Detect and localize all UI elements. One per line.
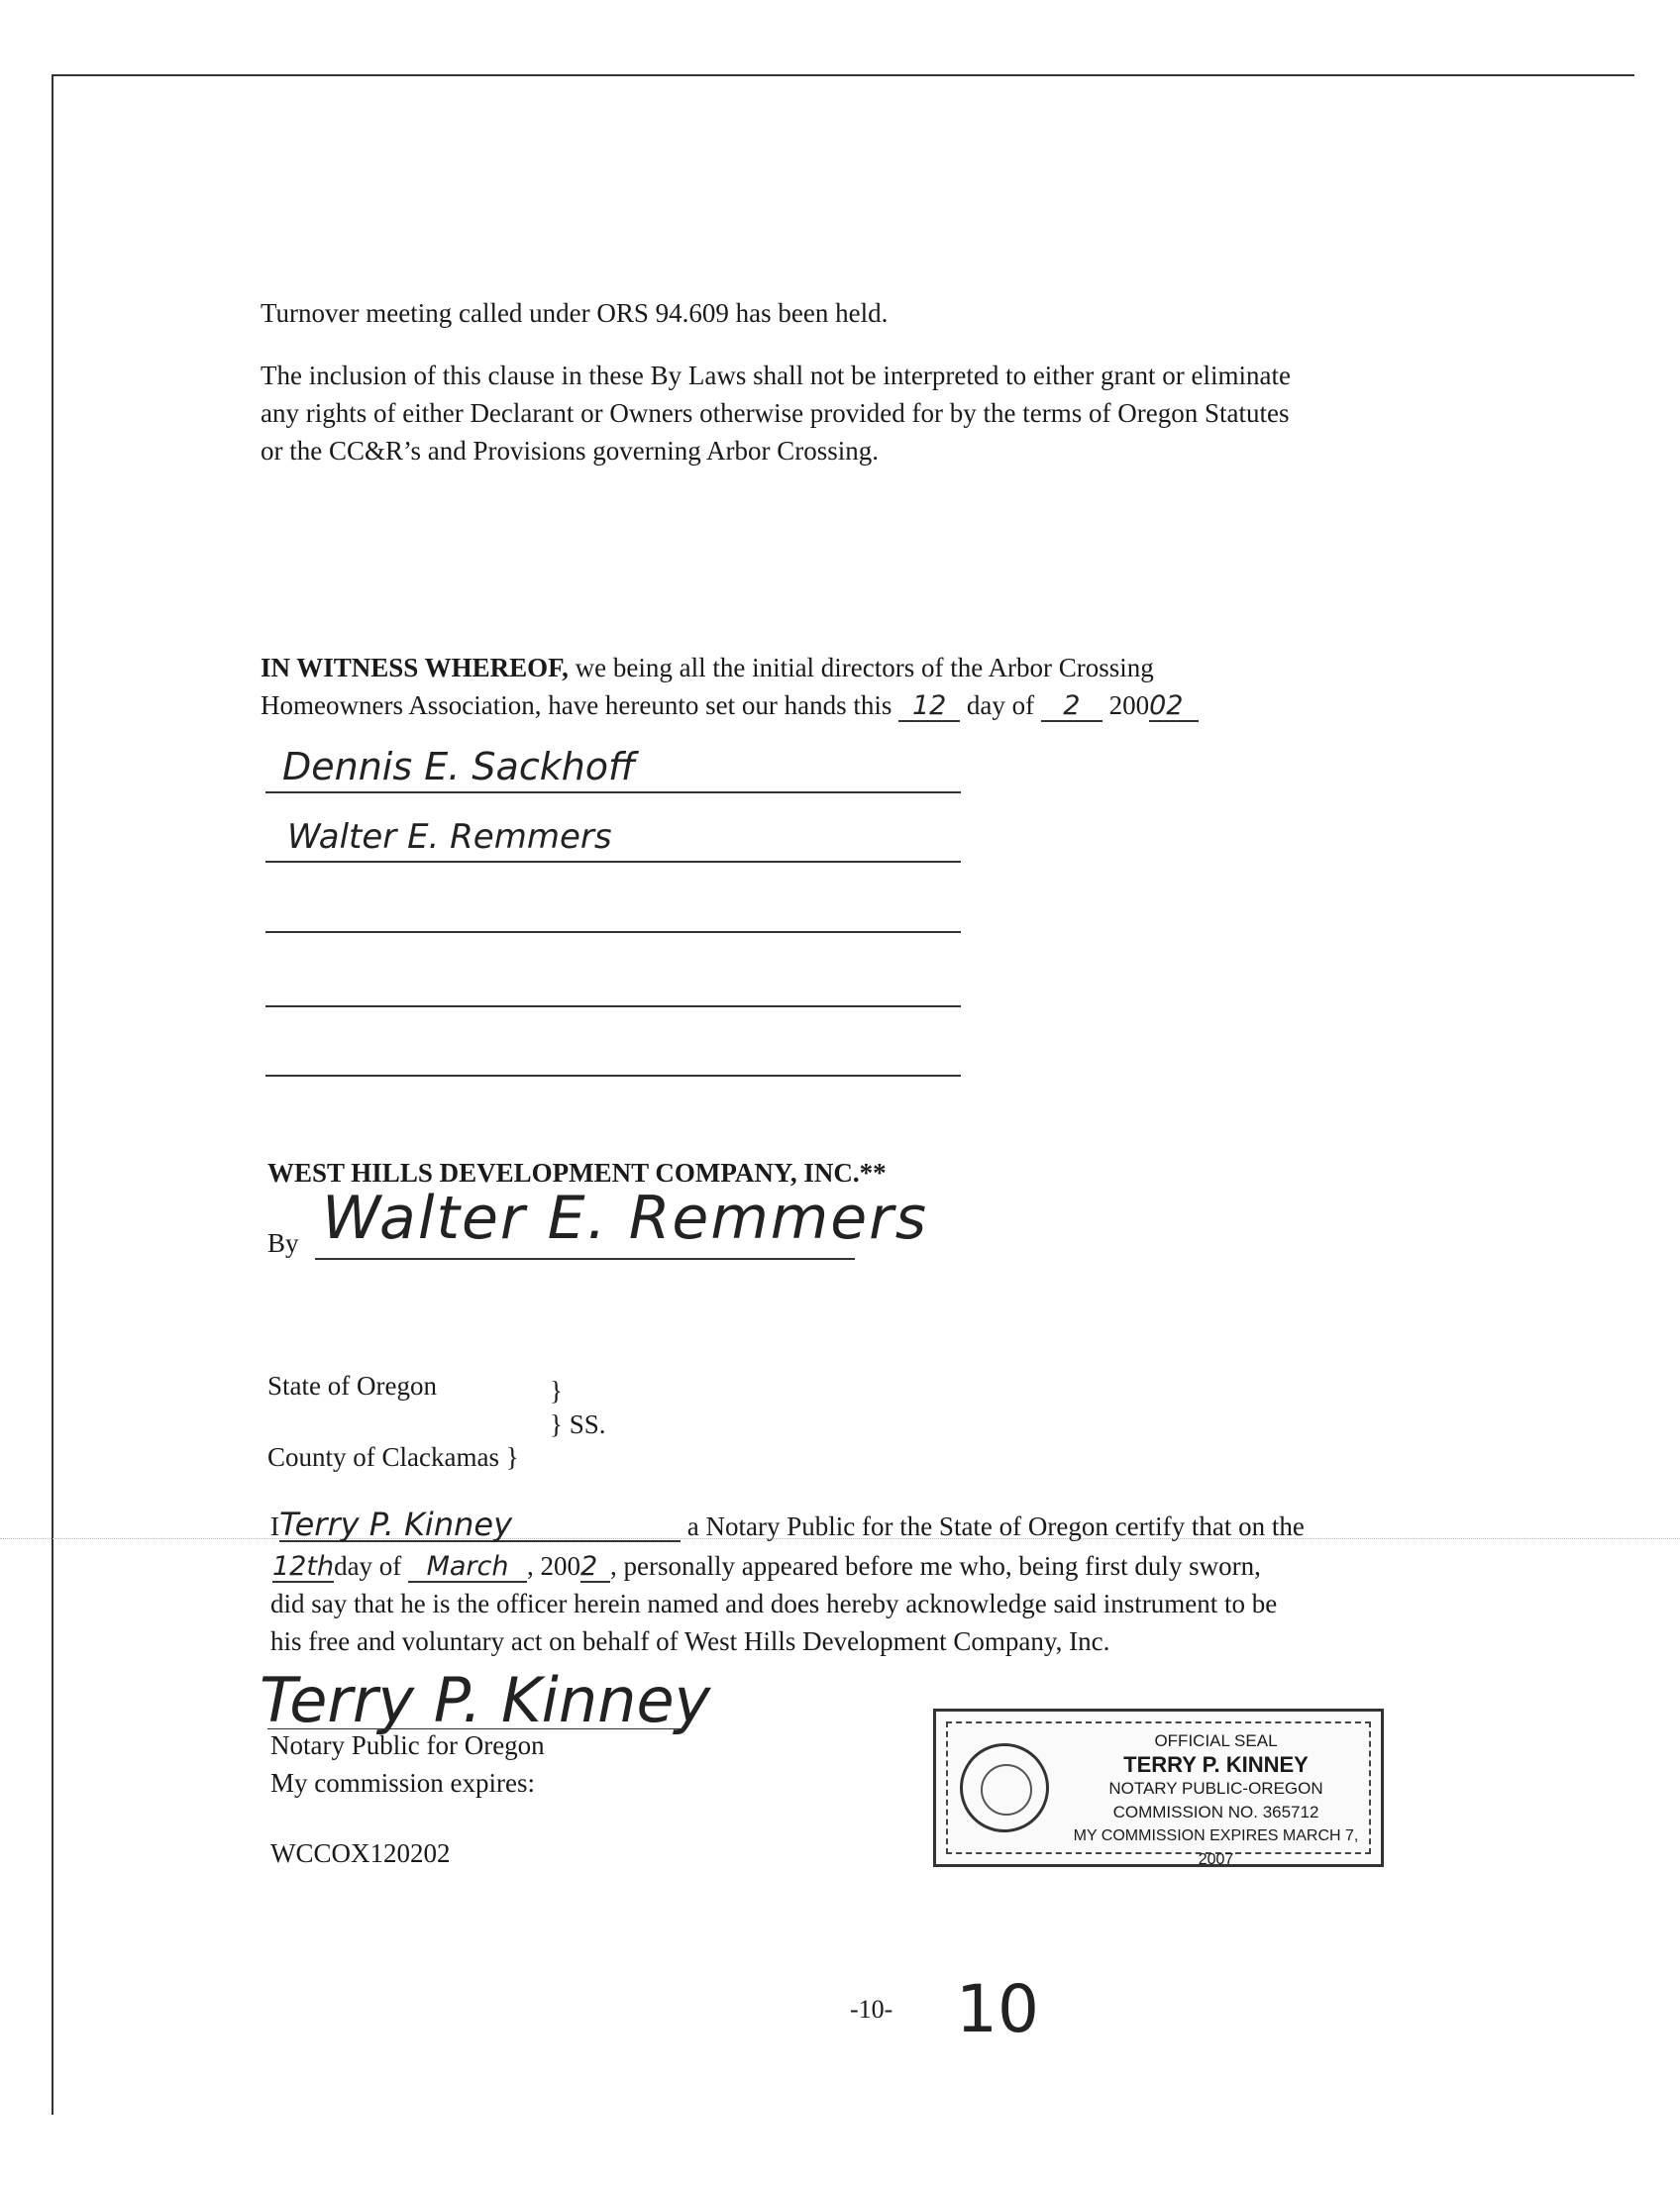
witness-rest: we being all the initial directors of the Arbor Crossing [568,653,1154,682]
notary-line-1-rest: a Notary Public for the State of Oregon certify that on the [686,1511,1305,1541]
notary-signature: Terry P. Kinney [260,1664,711,1736]
scan-left-border [52,74,53,2115]
page-number: -10- [850,1995,893,2024]
scan-top-border [52,74,1634,76]
notary-i: I [270,1511,279,1541]
witness-line-2 [261,686,1199,724]
notary-line-3: did say that he is the officer herein named and does hereby acknowledge said instrument to be [270,1589,1278,1618]
company-signature-line [315,1258,855,1260]
signature-line-5 [265,1075,961,1077]
notary-name-hand: Terry P. Kinney [279,1509,681,1542]
notary-title: Notary Public for Oregon [270,1730,545,1760]
signature-line-1 [265,791,961,793]
witness-year-prefix: 200 [1108,690,1150,720]
venue-state: State of Oregon [267,1371,437,1401]
witness-line-1 [261,649,1154,686]
notary-day-hand: 12th [272,1551,335,1582]
clause-line-2: any rights of either Declarant or Owners otherwise provided for by the terms of Oregon Statutes [261,398,1290,428]
notary-line-2 [272,1547,1261,1585]
notary-line-2-rest: , personally appeared before me who, being first duly sworn, [610,1551,1261,1581]
witness-hands-text: Homeowners Association, have hereunto set our hands this [261,690,892,720]
notary-year-prefix: , 200 [527,1551,581,1581]
notary-year-hand: 2 [580,1553,610,1583]
witness-lead: IN WITNESS WHEREOF, [261,653,569,682]
seal-line-3: NOTARY PUBLIC-OREGON [1108,1779,1323,1798]
witness-month: 2 [1041,692,1102,722]
seal-line-2: TERRY P. KINNEY [1123,1752,1309,1777]
notary-expires: My commission expires: [270,1768,535,1798]
company-by-label: By [267,1228,299,1258]
signature-line-2 [265,861,961,863]
venue-ss: } SS. [550,1409,606,1439]
clause-line-1: The inclusion of this clause in these By Laws shall not be interpreted to either grant or eliminate [261,361,1291,390]
handwritten-page-number: 10 [956,1971,1039,2047]
venue-brace-1: } [550,1376,563,1406]
witness-year-hand: 02 [1149,692,1199,722]
seal-line-1: OFFICIAL SEAL [1154,1731,1278,1750]
clause-line-3: or the CC&R’s and Provisions governing Arbor Crossing. [261,436,880,466]
official-seal-stamp [933,1709,1384,1867]
document-code: WCCOX120202 [270,1838,451,1868]
director-1-signature: Dennis E. Sackhoff [282,745,636,788]
signature-line-3 [265,931,961,933]
company-name: WEST HILLS DEVELOPMENT COMPANY, INC.** [267,1158,887,1188]
seal-line-4: COMMISSION NO. 365712 [1112,1803,1319,1822]
seal-text [1060,1729,1372,1872]
signature-line-4 [265,1005,961,1007]
seal-line-5: MY COMMISSION EXPIRES MARCH 7, 2007 [1073,1827,1359,1868]
company-signature: Walter E. Remmers [322,1184,929,1253]
venue-county: County of Clackamas } [267,1442,519,1472]
witness-day-of: day of [966,690,1035,720]
state-seal-icon [960,1743,1049,1832]
notary-month-hand: March [408,1553,527,1583]
witness-day: 12 [898,692,960,722]
notary-line-4: his free and voluntary act on behalf of West Hills Development Company, Inc. [270,1626,1110,1656]
notary-line-1 [270,1508,1305,1545]
notary-day-of: day of [334,1551,402,1581]
director-2-signature: Walter E. Remmers [287,817,612,857]
turnover-line: Turnover meeting called under ORS 94.609 has been held. [261,298,889,328]
